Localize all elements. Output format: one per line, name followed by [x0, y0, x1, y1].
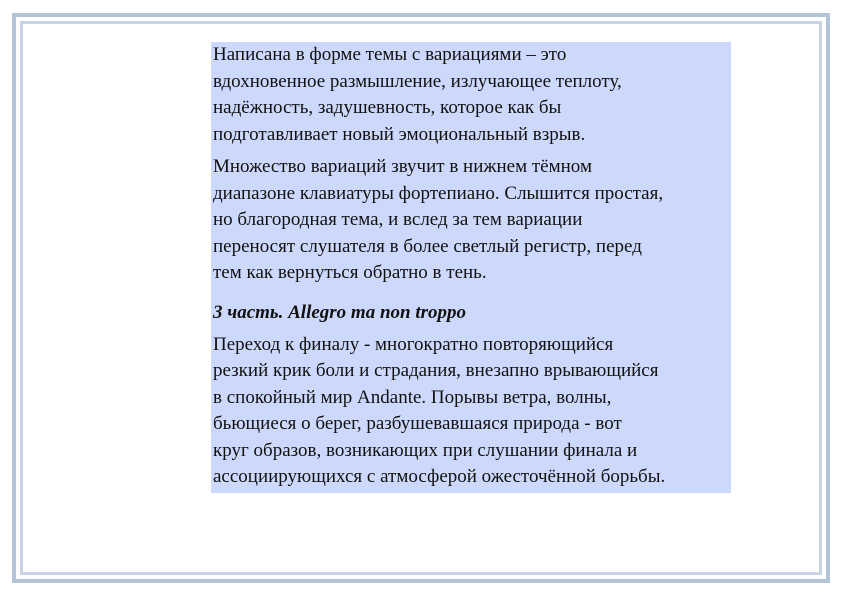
- paragraph-variations-register: Множество вариаций звучит в нижнем тёмном диапазоне клавиатуры фортепиано. Слышится простая, но благородная тема, и вслед за тем вариации переносят слушателя в более светлый регистр, перед тем как вернуться обратно в тень.: [213, 156, 664, 283]
- text-block: [211, 42, 731, 493]
- paragraph-theme-variations: Написана в форме темы с вариациями – это вдохновенное размышление, излучающее теплоту, надёжность, задушевность, которое как бы подготавливает новый эмоциональный взрыв.: [213, 44, 622, 145]
- paragraph-finale-transition: Переход к финалу - многократно повторяющийся резкий крик боли и страдания, внезапно врывающийся в спокойный мир Andante. Порывы ветра, волны, бьющиеся о берег, разбушевавшаяся природа - вот круг образов, возникающих при слушании финала и ассоциирующихся с атмосферой ожесточённой борьбы.: [213, 333, 666, 487]
- section-heading-part-3: 3 часть. Allegro ma non troppo: [213, 301, 467, 323]
